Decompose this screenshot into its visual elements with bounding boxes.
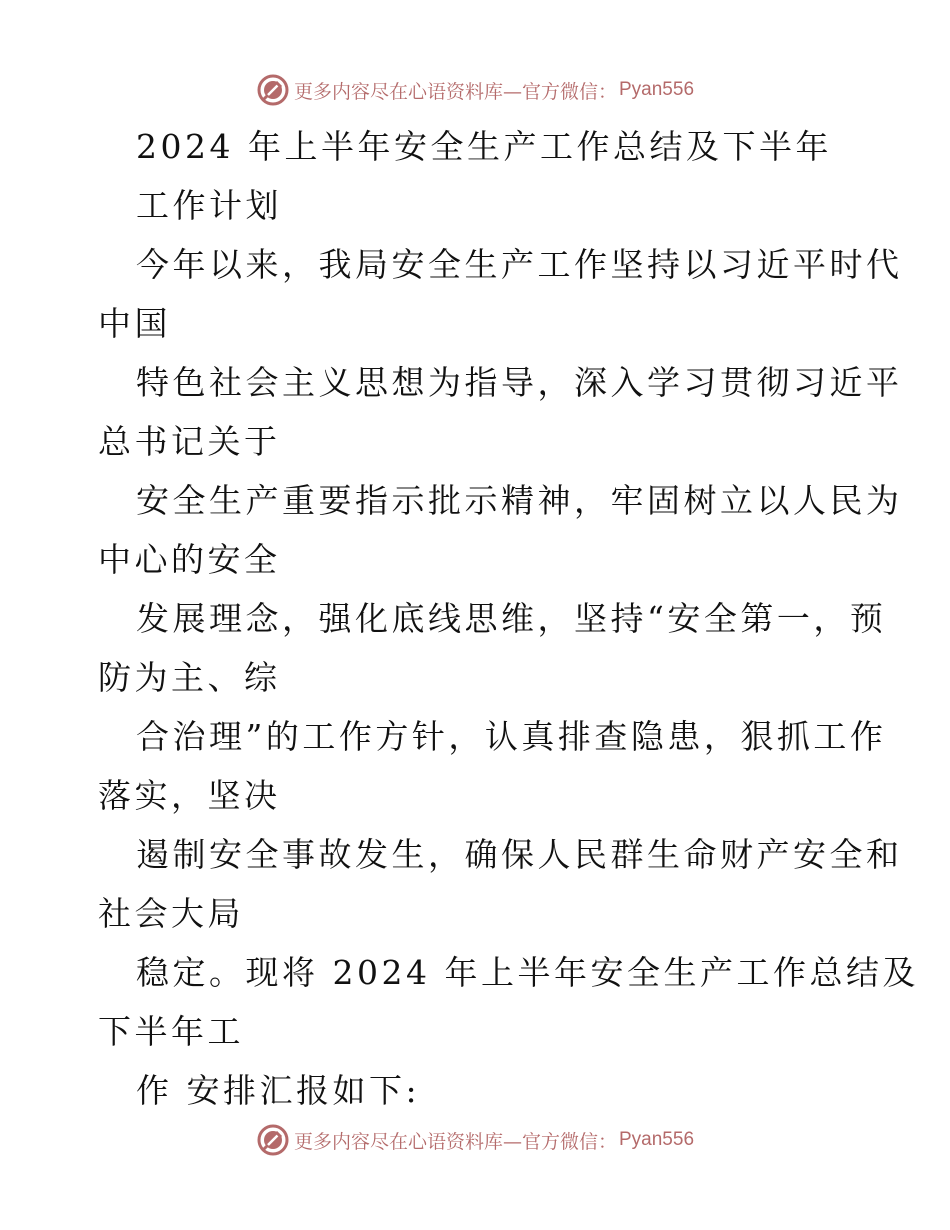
doc-line: 发展理念，强化底线思维，坚持“安全第一，预: [136, 599, 887, 638]
watermark-id: Pyan556: [619, 79, 695, 100]
watermark-header: [0, 70, 950, 110]
doc-line: 合治理”的工作方针，认真排查隐患，狠抓工作: [136, 717, 887, 756]
pen-seal-icon: [256, 1123, 290, 1157]
doc-line: 社会大局: [98, 894, 244, 933]
watermark-text: 更多内容尽在心语资料库—官方微信：: [293, 1130, 617, 1153]
doc-title-line-1: 2024 年上半年安全生产工作总结及下半年: [136, 127, 832, 166]
watermark-text: 更多内容尽在心语资料库—官方微信：: [293, 80, 617, 103]
watermark-id: Pyan556: [619, 1129, 695, 1150]
doc-line: 总书记关于: [98, 422, 281, 461]
doc-line: 稳定。现将 2024 年上半年安全生产工作总结及: [136, 953, 919, 992]
doc-title-line-2: 工作计划: [136, 186, 282, 225]
doc-line: 防为主、综: [98, 658, 281, 697]
doc-line: 下半年工: [98, 1012, 244, 1051]
doc-line: 今年以来，我局安全生产工作坚持以习近平时代: [136, 245, 903, 284]
doc-line: 中国: [98, 304, 171, 343]
doc-line: 遏制安全事故发生，确保人民群生命财产安全和: [136, 835, 903, 874]
doc-line: 中心的安全: [98, 540, 281, 579]
pen-seal-icon: [256, 73, 290, 107]
watermark-footer: [0, 1120, 950, 1160]
doc-line: 特色社会主义思想为指导，深入学习贯彻习近平: [136, 363, 903, 402]
doc-line: 落实，坚决: [98, 776, 281, 815]
doc-line: 安全生产重要指示批示精神，牢固树立以人民为: [136, 481, 903, 520]
doc-line: 作 安排汇报如下:: [136, 1071, 421, 1110]
